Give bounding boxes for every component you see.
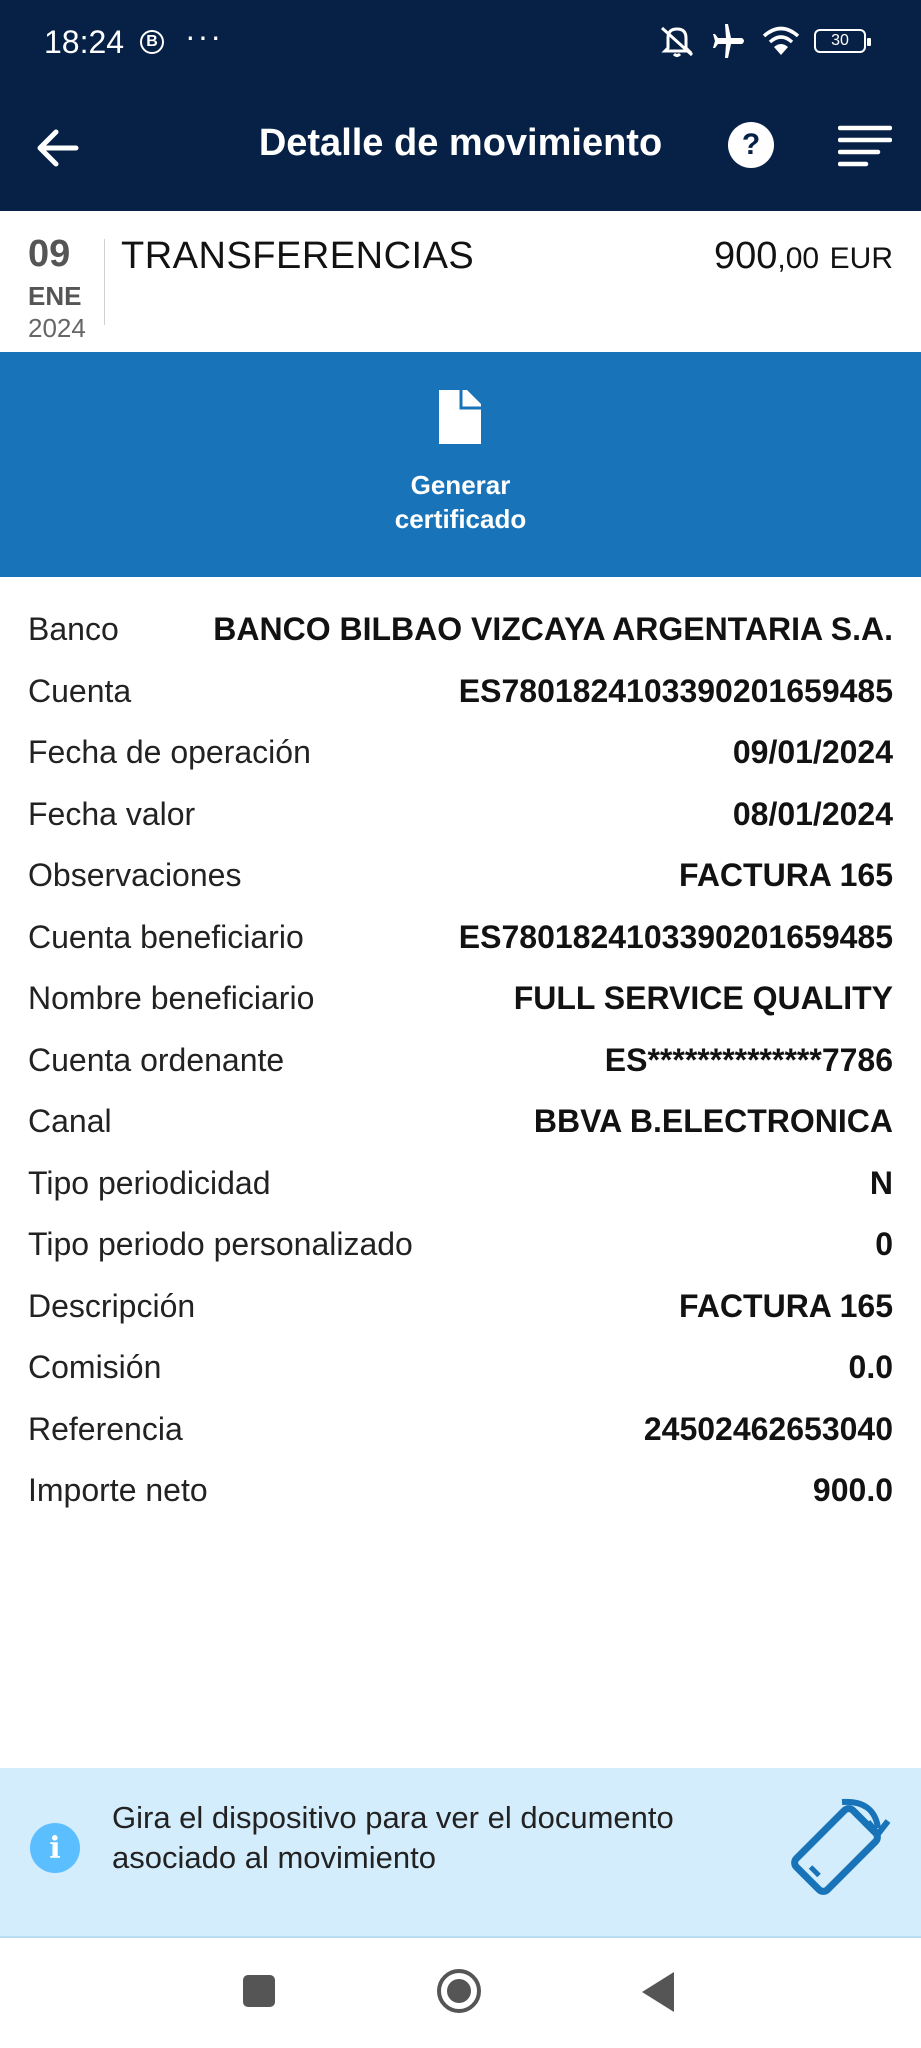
detail-label: Tipo periodicidad (28, 1164, 271, 1201)
detail-value: ES7801824103390201659485 (458, 918, 893, 955)
detail-label: Fecha valor (28, 795, 196, 832)
movement-header (0, 211, 921, 352)
detail-value: ES7801824103390201659485 (458, 672, 893, 709)
detail-row (28, 599, 893, 661)
info-text: Gira el dispositivo para ver el documento asociado al movimiento (112, 1800, 674, 1875)
detail-value: 900.0 (812, 1472, 893, 1509)
detail-label: Cuenta ordenante (28, 1041, 285, 1078)
amount-decimal: ,00 (777, 242, 820, 275)
battery-icon (814, 29, 866, 53)
more-notifications-icon: ··· (185, 18, 223, 54)
amount-integer: 900 (713, 235, 778, 277)
detail-value: N (869, 1164, 893, 1201)
b-badge-icon: B (140, 30, 164, 54)
detail-label: Canal (28, 1103, 112, 1140)
detail-row (28, 722, 893, 784)
movement-amount (714, 235, 893, 278)
detail-value: FACTURA 165 (679, 1287, 893, 1324)
movement-month: ENE (28, 281, 82, 311)
detail-row (28, 1337, 893, 1399)
detail-row (28, 1214, 893, 1276)
document-icon (437, 388, 483, 446)
rotate-device-icon (776, 1788, 896, 1908)
movement-details (28, 599, 893, 1522)
airplane-icon (710, 24, 748, 58)
help-icon: ? (741, 128, 761, 161)
menu-icon[interactable] (838, 124, 892, 168)
detail-row (28, 661, 893, 723)
status-bar (0, 0, 921, 90)
detail-row (28, 784, 893, 846)
generate-certificate-button[interactable] (0, 352, 921, 577)
status-icons (658, 24, 866, 58)
date-divider (104, 239, 105, 325)
detail-value: 09/01/2024 (732, 734, 893, 771)
page-title: Detalle de movimiento (258, 122, 663, 164)
detail-value: ES**************7786 (604, 1041, 893, 1078)
detail-label: Nombre beneficiario (28, 980, 315, 1017)
detail-value: FULL SERVICE QUALITY (513, 980, 893, 1017)
home-icon[interactable] (436, 1968, 482, 2014)
detail-value: 0.0 (848, 1349, 893, 1386)
detail-value: FACTURA 165 (679, 857, 893, 894)
detail-label: Descripción (28, 1287, 196, 1324)
detail-value: 08/01/2024 (732, 795, 893, 832)
system-nav-bar (0, 1938, 921, 2048)
detail-label: Observaciones (28, 857, 242, 894)
app-bar (0, 90, 921, 211)
action-label-line1: Generar (410, 470, 511, 500)
detail-label: Comisión (28, 1349, 162, 1386)
detail-value: BBVA B.ELECTRONICA (533, 1103, 893, 1140)
detail-label: Fecha de operación (28, 734, 311, 771)
detail-value: 24502462653040 (643, 1410, 893, 1447)
info-icon-glyph: i (49, 1830, 61, 1866)
detail-row (28, 968, 893, 1030)
detail-label: Cuenta beneficiario (28, 918, 304, 955)
detail-value: 0 (875, 1226, 893, 1263)
rotate-info-banner (0, 1768, 921, 1938)
detail-label: Banco (28, 611, 119, 648)
info-icon (30, 1823, 80, 1873)
battery-level: 30 (831, 32, 849, 49)
detail-row (28, 845, 893, 907)
detail-row (28, 1091, 893, 1153)
detail-row (28, 1399, 893, 1461)
detail-label: Tipo periodo personalizado (28, 1226, 413, 1263)
back-icon[interactable] (640, 1970, 676, 2014)
mute-icon (658, 24, 696, 58)
movement-concept: TRANSFERENCIAS (121, 235, 475, 277)
recents-icon[interactable] (243, 1975, 275, 2007)
detail-row (28, 907, 893, 969)
movement-year: 2024 (28, 313, 86, 343)
detail-row (28, 1276, 893, 1338)
wifi-icon (762, 24, 800, 58)
detail-label: Referencia (28, 1410, 183, 1447)
status-time: 18:24 (44, 24, 125, 60)
movement-day: 09 (28, 233, 71, 275)
detail-row (28, 1460, 893, 1522)
help-button[interactable] (728, 122, 774, 168)
detail-row (28, 1153, 893, 1215)
detail-row (28, 1030, 893, 1092)
action-label-line2: certificado (394, 504, 527, 534)
detail-label: Importe neto (28, 1472, 208, 1509)
generate-certificate-label (0, 468, 921, 536)
amount-currency: EUR (829, 242, 893, 275)
detail-value: BANCO BILBAO VIZCAYA ARGENTARIA S.A. (213, 611, 893, 648)
detail-label: Cuenta (28, 672, 132, 709)
